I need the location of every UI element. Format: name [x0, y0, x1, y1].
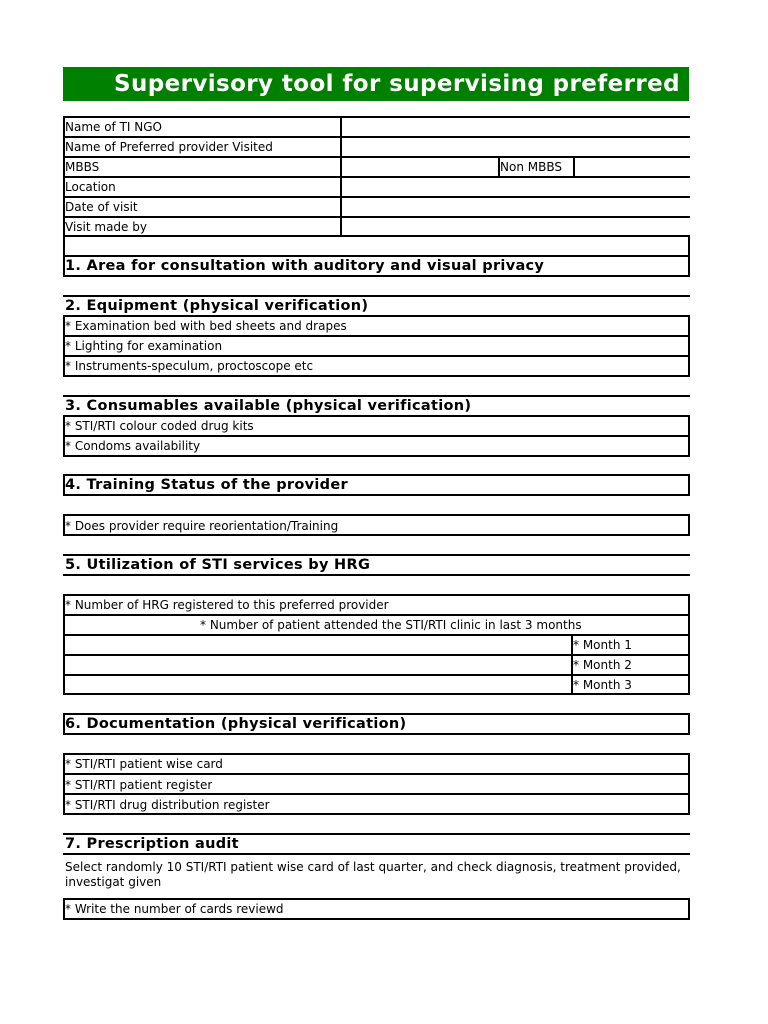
list-item: * Does provider require reorientation/Training	[65, 519, 339, 533]
section-2-heading: 2. Equipment (physical verification)	[65, 298, 369, 314]
grid-line	[63, 918, 690, 920]
section-1-heading: 1. Area for consultation with auditory and visual privacy	[65, 258, 545, 274]
grid-line	[688, 753, 690, 814]
grid-line	[63, 275, 690, 277]
grid-line	[63, 793, 690, 795]
section-4-heading: 4. Training Status of the provider	[65, 477, 348, 493]
list-item: * Lighting for examination	[65, 339, 223, 353]
grid-line	[63, 176, 690, 178]
grid-line	[63, 375, 690, 377]
grid-line	[688, 898, 690, 919]
label-visit-made-by: Visit made by	[65, 220, 147, 234]
grid-line	[688, 315, 690, 376]
grid-line	[63, 455, 690, 457]
page-title: Supervisory tool for supervising preferred	[114, 71, 681, 97]
list-item: * STI/RTI drug distribution register	[65, 798, 270, 812]
label-ti-ngo: Name of TI NGO	[65, 120, 163, 134]
grid-line	[688, 474, 690, 495]
grid-line	[63, 514, 690, 516]
grid-line	[63, 733, 690, 735]
grid-line	[63, 813, 690, 815]
label-non-mbbs: Non MBBS	[500, 160, 562, 174]
grid-line	[63, 116, 690, 118]
section-5-heading: 5. Utilization of STI services by HRG	[65, 557, 371, 573]
grid-line	[63, 674, 690, 676]
grid-line	[688, 514, 690, 535]
grid-line	[63, 534, 690, 536]
hrg-registered-label: * Number of HRG registered to this preferred provider	[65, 598, 389, 612]
list-item: * Instruments-speculum, proctoscope etc	[65, 359, 314, 373]
label-location: Location	[65, 180, 116, 194]
grid-line	[63, 594, 690, 596]
grid-line	[688, 415, 690, 456]
list-item: * Condoms availability	[65, 439, 201, 453]
grid-line	[63, 773, 690, 775]
month-1-label: * Month 1	[573, 638, 632, 652]
grid-line	[63, 753, 690, 755]
grid-line	[63, 415, 690, 417]
grid-line	[688, 713, 690, 734]
section-7-heading: 7. Prescription audit	[65, 836, 239, 852]
grid-line	[63, 136, 690, 138]
grid-line	[63, 196, 690, 198]
grid-line	[688, 594, 690, 694]
grid-line	[63, 435, 690, 437]
list-item: * STI/RTI patient wise card	[65, 757, 223, 771]
section-6-heading: 6. Documentation (physical verification)	[65, 716, 407, 732]
grid-line	[63, 853, 690, 855]
list-item: * STI/RTI patient register	[65, 778, 213, 792]
grid-line	[340, 116, 342, 236]
list-item: * Write the number of cards reviewd	[65, 902, 284, 916]
patients-attended-label: * Number of patient attended the STI/RTI clinic in last 3 months	[200, 618, 582, 632]
grid-line	[63, 494, 690, 496]
grid-line	[63, 898, 690, 900]
section-3-heading: 3. Consumables available (physical verification)	[65, 398, 472, 414]
grid-line	[63, 614, 690, 616]
grid-line	[63, 355, 690, 357]
grid-line	[63, 693, 690, 695]
month-2-label: * Month 2	[573, 658, 632, 672]
list-item: * Examination bed with bed sheets and drapes	[65, 319, 347, 333]
label-date-of-visit: Date of visit	[65, 200, 138, 214]
grid-line	[63, 335, 690, 337]
list-item: * STI/RTI colour coded drug kits	[65, 419, 254, 433]
grid-line	[63, 216, 690, 218]
grid-line	[63, 634, 690, 636]
grid-line	[63, 315, 690, 317]
grid-line	[573, 156, 575, 177]
month-3-label: * Month 3	[573, 678, 632, 692]
label-preferred-provider: Name of Preferred provider Visited	[65, 140, 273, 154]
grid-line	[63, 235, 690, 237]
label-mbbs: MBBS	[65, 160, 100, 174]
prescription-audit-instruction: Select randomly 10 STI/RTI patient wise card of last quarter, and check diagnosis, treatment provided, investigat given	[65, 860, 681, 889]
grid-line	[63, 156, 690, 158]
grid-line	[63, 654, 690, 656]
grid-line	[63, 574, 690, 576]
